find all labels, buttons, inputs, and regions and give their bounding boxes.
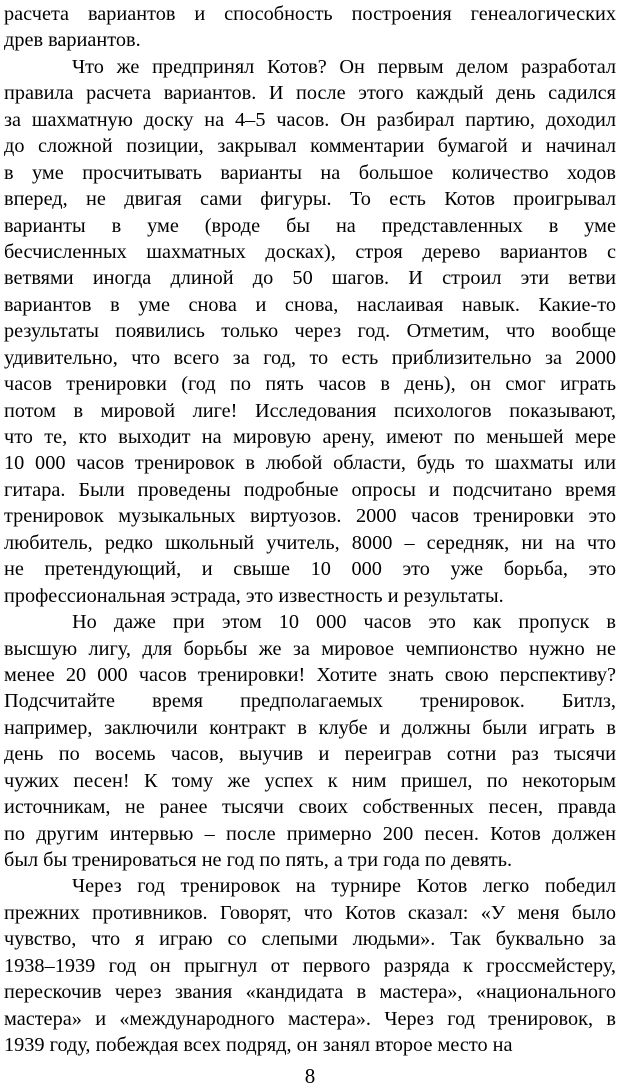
text-line: правила расчета вариантов. И после этого каждый день садился (4, 82, 616, 105)
text-line: удивительно, что всего за год, то есть приблизительно за 2000 (4, 346, 616, 369)
text-line: что те, кто выходит на мировую арену, имеют по меньшей мере (4, 426, 616, 448)
text-line: результаты появились только через год. Отметим, что вообще (4, 320, 616, 343)
text-line: чувство, что я играю со слепыми людьми». Так буквально за (4, 928, 616, 951)
text-line: 1939 году, побеждая всех подряд, он занял второе место на (4, 1034, 513, 1057)
text-line: древ вариантов. (4, 29, 141, 52)
text-line: тренировок музыкальных виртуозов. 2000 часов тренировки это (4, 505, 616, 528)
text-line: до сложной позиции, закрывал комментарии бумагой и начинал (4, 135, 616, 158)
text-line: вариантов в уме снова и снова, наслаивая навык. Какие-то (4, 293, 616, 316)
text-line: Через год тренировок на турнире Котов легко победил (72, 875, 616, 898)
text-line: за шахматную доску на 4–5 часов. Он разбирал партию, доходил (4, 108, 616, 131)
text-line: по другим интервью – после примерно 200 песен. Котов должен (4, 822, 616, 845)
text-line: 10 000 часов тренировок в любой области, будь то шахматы или (4, 452, 616, 475)
text-line: любитель, редко школьный учитель, 8000 – середняк, ни на что (4, 531, 616, 554)
text-line: потом в мировой лиге! Исследования психологов показывают, (4, 399, 616, 422)
text-line: не претендующий, и свыше 10 000 это уже борьба, это (4, 558, 616, 581)
text-line: бесчисленных шахматных досках), строя дерево вариантов с (4, 240, 616, 263)
text-line: часов тренировки (год по пять часов в день), он смог играть (4, 373, 616, 396)
text-line: чужих песен! К тому же успех к ним пришел, по некоторым (4, 769, 616, 792)
text-line: ветвями иногда длиной до 50 шагов. И строил эти ветви (4, 267, 616, 290)
paragraph (4, 54, 616, 609)
body-text (4, 1, 616, 1059)
text-line: в уме просчитывать варианты на большое количество ходов (4, 161, 616, 184)
text-line: перескочив через звания «кандидата в мастера», «национального (4, 981, 616, 1004)
text-line: был бы тренироваться не год по пять, а три года по девять. (4, 849, 513, 871)
paragraph (4, 873, 616, 1058)
text-line: Что же предпринял Котов? Он первым делом разработал (72, 55, 616, 78)
text-line: вперед, не двигая сами фигуры. То есть Котов проигрывал (4, 188, 616, 211)
paragraph (4, 1, 616, 54)
text-line: варианты в уме (вроде бы на представленных в уме (4, 214, 616, 237)
text-line: профессиональная эстрада, это известность и результаты. (4, 584, 504, 607)
text-line: Подсчитайте время предполагаемых тренировок. Битлз, (4, 690, 616, 713)
text-line: 1938–1939 год он прыгнул от первого разряда к гроссмейстеру, (4, 954, 616, 977)
text-line: Но даже при этом 10 000 часов это как пропуск в (72, 611, 616, 634)
page-number: 8 (304, 1064, 316, 1088)
text-line: гитара. Были проведены подробные опросы и подсчитано время (4, 478, 616, 501)
text-line: источникам, не ранее тысячи своих собственных песен, правда (4, 796, 616, 819)
text-line: прежних противников. Говорят, что Котов сказал: «У меня было (4, 901, 616, 924)
text-line: день по восемь часов, выучив и переиграв сотни раз тысячи (4, 743, 616, 766)
text-line: расчета вариантов и способность построения генеалогических (4, 3, 616, 25)
paragraph (4, 609, 616, 873)
text-line: высшую лигу, для борьбы же за мировое чемпионство нужно не (4, 637, 616, 660)
text-line: например, заключили контракт в клубе и должны были играть в (4, 716, 616, 739)
text-line: мастера» и «международного мастера». Через год тренировок, в (4, 1007, 616, 1030)
text-line: менее 20 000 часов тренировки! Хотите знать свою перспективу? (4, 663, 616, 686)
